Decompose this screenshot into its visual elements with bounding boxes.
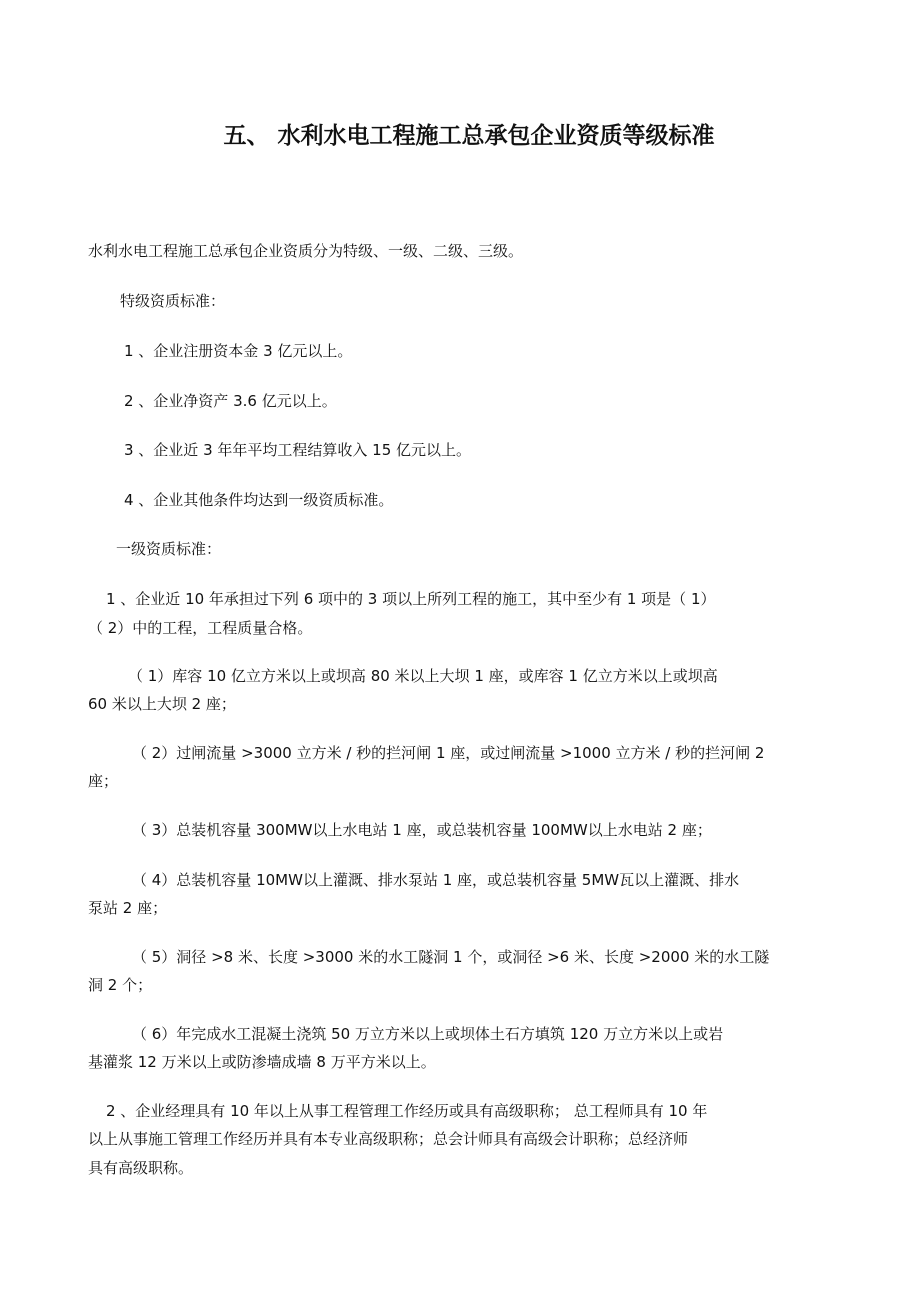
subitem-5-line-2: 洞 2 个；: [88, 976, 153, 994]
first-item-2-line-2: 以上从事施工管理工作经历并具有本专业高级职称；总会计师具有高级会计职称；总经济师: [88, 1130, 689, 1148]
subitem-6-line-2: 基灌浆 12 万米以上或防渗墙成墙 8 万平方米以上。: [88, 1053, 436, 1071]
special-item-4: 4 、企业其他条件均达到一级资质标准。: [124, 491, 394, 509]
subitem-2-line-1: （ 2）过闸流量 >3000 立方米 / 秒的拦河闸 1 座，或过闸流量 >1000 立方米 / 秒的拦河闸 2: [132, 744, 765, 762]
special-item-1: 1 、企业注册资本金 3 亿元以上。: [124, 342, 353, 360]
subitem-4-line-2: 泵站 2 座；: [88, 899, 168, 917]
document-title: 五、 水利水电工程施工总承包企业资质等级标准: [223, 123, 715, 149]
first-item-1-line-2: （ 2）中的工程，工程质量合格。: [88, 619, 313, 637]
first-item-2-line-3: 具有高级职称。: [88, 1159, 194, 1177]
first-item-2-line-1: 2 、企业经理具有 10 年以上从事工程管理工作经历或具有高级职称； 总工程师具有 10 年: [106, 1102, 708, 1120]
subitem-5-line-1: （ 5）洞径 >8 米、长度 >3000 米的水工隧洞 1 个，或洞径 >6 米、长度 >2000 米的水工隧: [132, 948, 770, 966]
subitem-3-line-1: （ 3）总装机容量 300MW以上水电站 1 座，或总装机容量 100MW以上水电站 2 座；: [132, 821, 712, 839]
first-item-1-line-1: 1 、企业近 10 年承担过下列 6 项中的 3 项以上所列工程的施工，其中至少有 1 项是（ 1）: [106, 590, 716, 608]
intro-paragraph: 水利水电工程施工总承包企业资质分为特级、一级、二级、三级。: [88, 242, 524, 260]
subitem-2-line-2: 座；: [88, 772, 119, 790]
first-grade-heading: 一级资质标准：: [116, 540, 222, 558]
subitem-4-line-1: （ 4）总装机容量 10MW以上灌溉、排水泵站 1 座，或总装机容量 5MW瓦以上灌溉、排水: [132, 871, 740, 889]
subitem-1-line-1: （ 1）库容 10 亿立方米以上或坝高 80 米以上大坝 1 座，或库容 1 亿立方米以上或坝高: [128, 667, 718, 685]
special-item-3: 3 、企业近 3 年年平均工程结算收入 15 亿元以上。: [124, 441, 472, 459]
special-grade-heading: 特级资质标准：: [120, 292, 226, 310]
special-item-2: 2 、企业净资产 3.6 亿元以上。: [124, 392, 337, 410]
subitem-6-line-1: （ 6）年完成水工混凝土浇筑 50 万立方米以上或坝体土石方填筑 120 万立方米以上或岩: [132, 1025, 724, 1043]
subitem-1-line-2: 60 米以上大坝 2 座；: [88, 695, 236, 713]
